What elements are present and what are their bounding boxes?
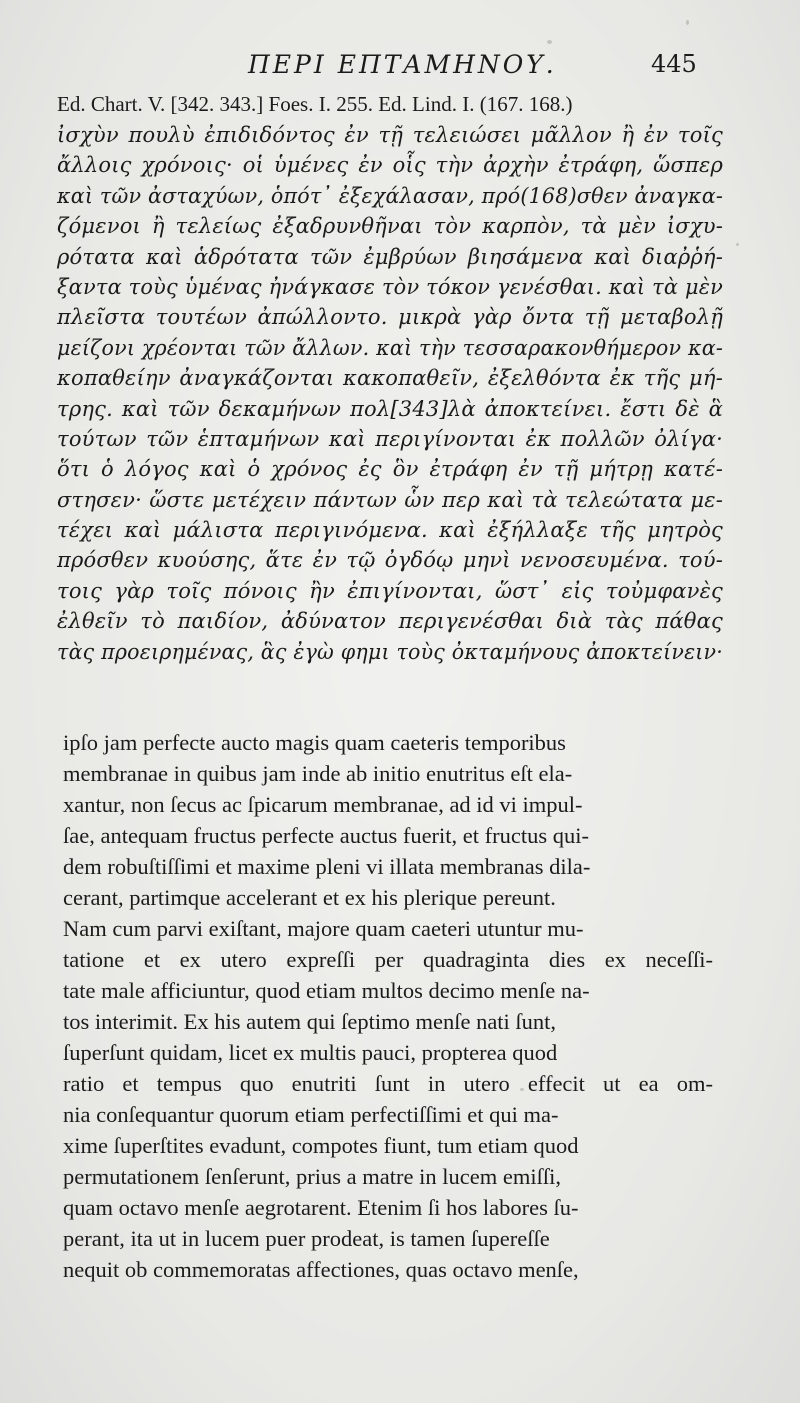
print-speck [686,20,689,25]
greek-line: ἰσχὺν πουλὺ ἐπιδιδόντος ἐν τῇ τελειώσει μᾶλλον ἢ ἐν τοῖς [57,123,723,147]
latin-line: nequit ob commemoratas affectiones, quas octavo menſe, [63,1257,579,1282]
greek-line: ζόμενοι ἢ τελείως ἐξαδρυνθῆναι τὸν καρπὸν, τὰ μὲν ἰσχυ- [57,214,723,239]
latin-line: perant, ita ut in lucem puer prodeat, is tamen ſupereſſe [63,1226,550,1251]
greek-line: τούτων τῶν ἑπταμήνων καὶ περιγίνονται ἐκ πολλῶν ὀλίγα· [57,426,723,451]
latin-line: Nam cum parvi exiſtant, majore quam caeteri utuntur mu- [63,916,584,941]
greek-line: ἐλθεῖν τὸ παιδίον, ἀδύνατον περιγενέσθαι διὰ τὰς πάθας [57,609,723,634]
greek-line: ξαντα τοὺς ὑμένας ἠνάγκασε τὸν τόκον γενέσθαι. καὶ τὰ μὲν [57,274,723,299]
greek-text-block [57,120,723,667]
latin-line: membranae in quibus jam inde ab initio enutritus eſt ela- [63,761,573,786]
latin-line: ratio et tempus quo enutriti ſunt in utero effecit ut ea om- [63,1071,713,1096]
running-head [0,50,800,90]
greek-line: τρης. καὶ τῶν δεκαμήνων πολ[343]λὰ ἀποκτείνει. ἔστι δὲ ἃ [57,396,723,421]
edition-reference-line: Ed. Chart. V. [342. 343.] Foes. I. 255. Ed. Lind. I. (167. 168.) [57,92,573,116]
greek-line: πλεῖστα τουτέων ἀπώλλοντο. μικρὰ γὰρ ὄντα τῇ μεταβολῇ [57,305,723,330]
latin-text-block [63,727,713,1285]
greek-line: τὰς προειρημένας, ἃς ἐγὼ φημι τοὺς ὀκταμήνους ἀποκτείνειν· [57,639,723,664]
greek-line: τέχει καὶ μάλιστα περιγινόμενα. καὶ ἐξήλλαξε τῆς μητρὸς [57,518,723,543]
latin-line: dem robuſtiſſimi et maxime pleni vi illata membranas dila- [63,854,591,879]
greek-line: τοις γὰρ τοῖς πόνοις ἢν ἐπιγίνονται, ὥστ᾽ εἰς τοὐμφανὲς [57,578,723,603]
latin-line: ipſo jam perfecte aucto magis quam caeteris temporibus [63,730,566,755]
greek-line: καὶ τῶν ἀσταχύων, ὁπότ᾽ ἐξεχάλασαν, πρό(168)σθεν ἀναγκα- [57,183,723,208]
running-title: ΠΕΡΙ ΕΠΤΑΜΗΝΟΥ. [248,50,557,79]
latin-line: xantur, non ſecus ac ſpicarum membranae, ad id vi impul- [63,792,583,817]
print-speck [547,40,552,44]
greek-line: ἄλλοις χρόνοις· οἱ ὑμένες ἐν οἷς τὴν ἀρχὴν ἐτράφη, ὥσπερ [57,153,723,178]
latin-line: tate male afficiuntur, quod etiam multos decimo menſe na- [63,978,590,1003]
latin-line: ſuperſunt quidam, licet ex multis pauci, propterea quod [63,1040,558,1065]
greek-line: ὅτι ὁ λόγος καὶ ὁ χρόνος ἐς ὃν ἐτράφη ἐν τῇ μήτρῃ κατέ- [57,457,723,482]
latin-line: quam octavo menſe aegrotarent. Etenim ſi hos labores ſu- [63,1195,579,1220]
latin-line: nia conſequantur quorum etiam perfectiſſimi et qui ma- [63,1102,559,1127]
latin-line: cerant, partimque accelerant et ex his plerique pereunt. [63,885,556,910]
greek-line: ρότατα καὶ ἁδρότατα τῶν ἐμβρύων βιησάμενα καὶ διαῤῥή- [57,244,723,269]
print-speck [736,243,739,246]
latin-line: tatione et ex utero expreſſi per quadraginta dies ex neceſſi- [63,947,713,972]
latin-line: permutationem ſenſerunt, prius a matre in lucem emiſſi, [63,1164,561,1189]
greek-line: στησεν· ὥστε μετέχειν πάντων ὧν περ καὶ τὰ τελεώτατα με- [57,487,723,512]
page-number: 445 [651,50,697,78]
greek-line: πρόσθεν κυούσης, ἅτε ἐν τῷ ὀγδόῳ μηνὶ νενοσευμένα. τού- [57,548,723,573]
greek-line: κοπαθείην ἀναγκάζονται κακοπαθεῖν, ἐξελθόντα ἐκ τῆς μή- [57,366,723,391]
latin-line: ſae, antequam fructus perfecte auctus fuerit, et fructus qui- [63,823,590,848]
greek-line: μείζονι χρέονται τῶν ἄλλων. καὶ τὴν τεσσαρακονθήμερον κα- [57,335,723,360]
latin-line: tos interimit. Ex his autem qui ſeptimo menſe nati ſunt, [63,1009,557,1034]
latin-line: xime ſuperſtites evadunt, compotes fiunt, tum etiam quod [63,1133,579,1158]
